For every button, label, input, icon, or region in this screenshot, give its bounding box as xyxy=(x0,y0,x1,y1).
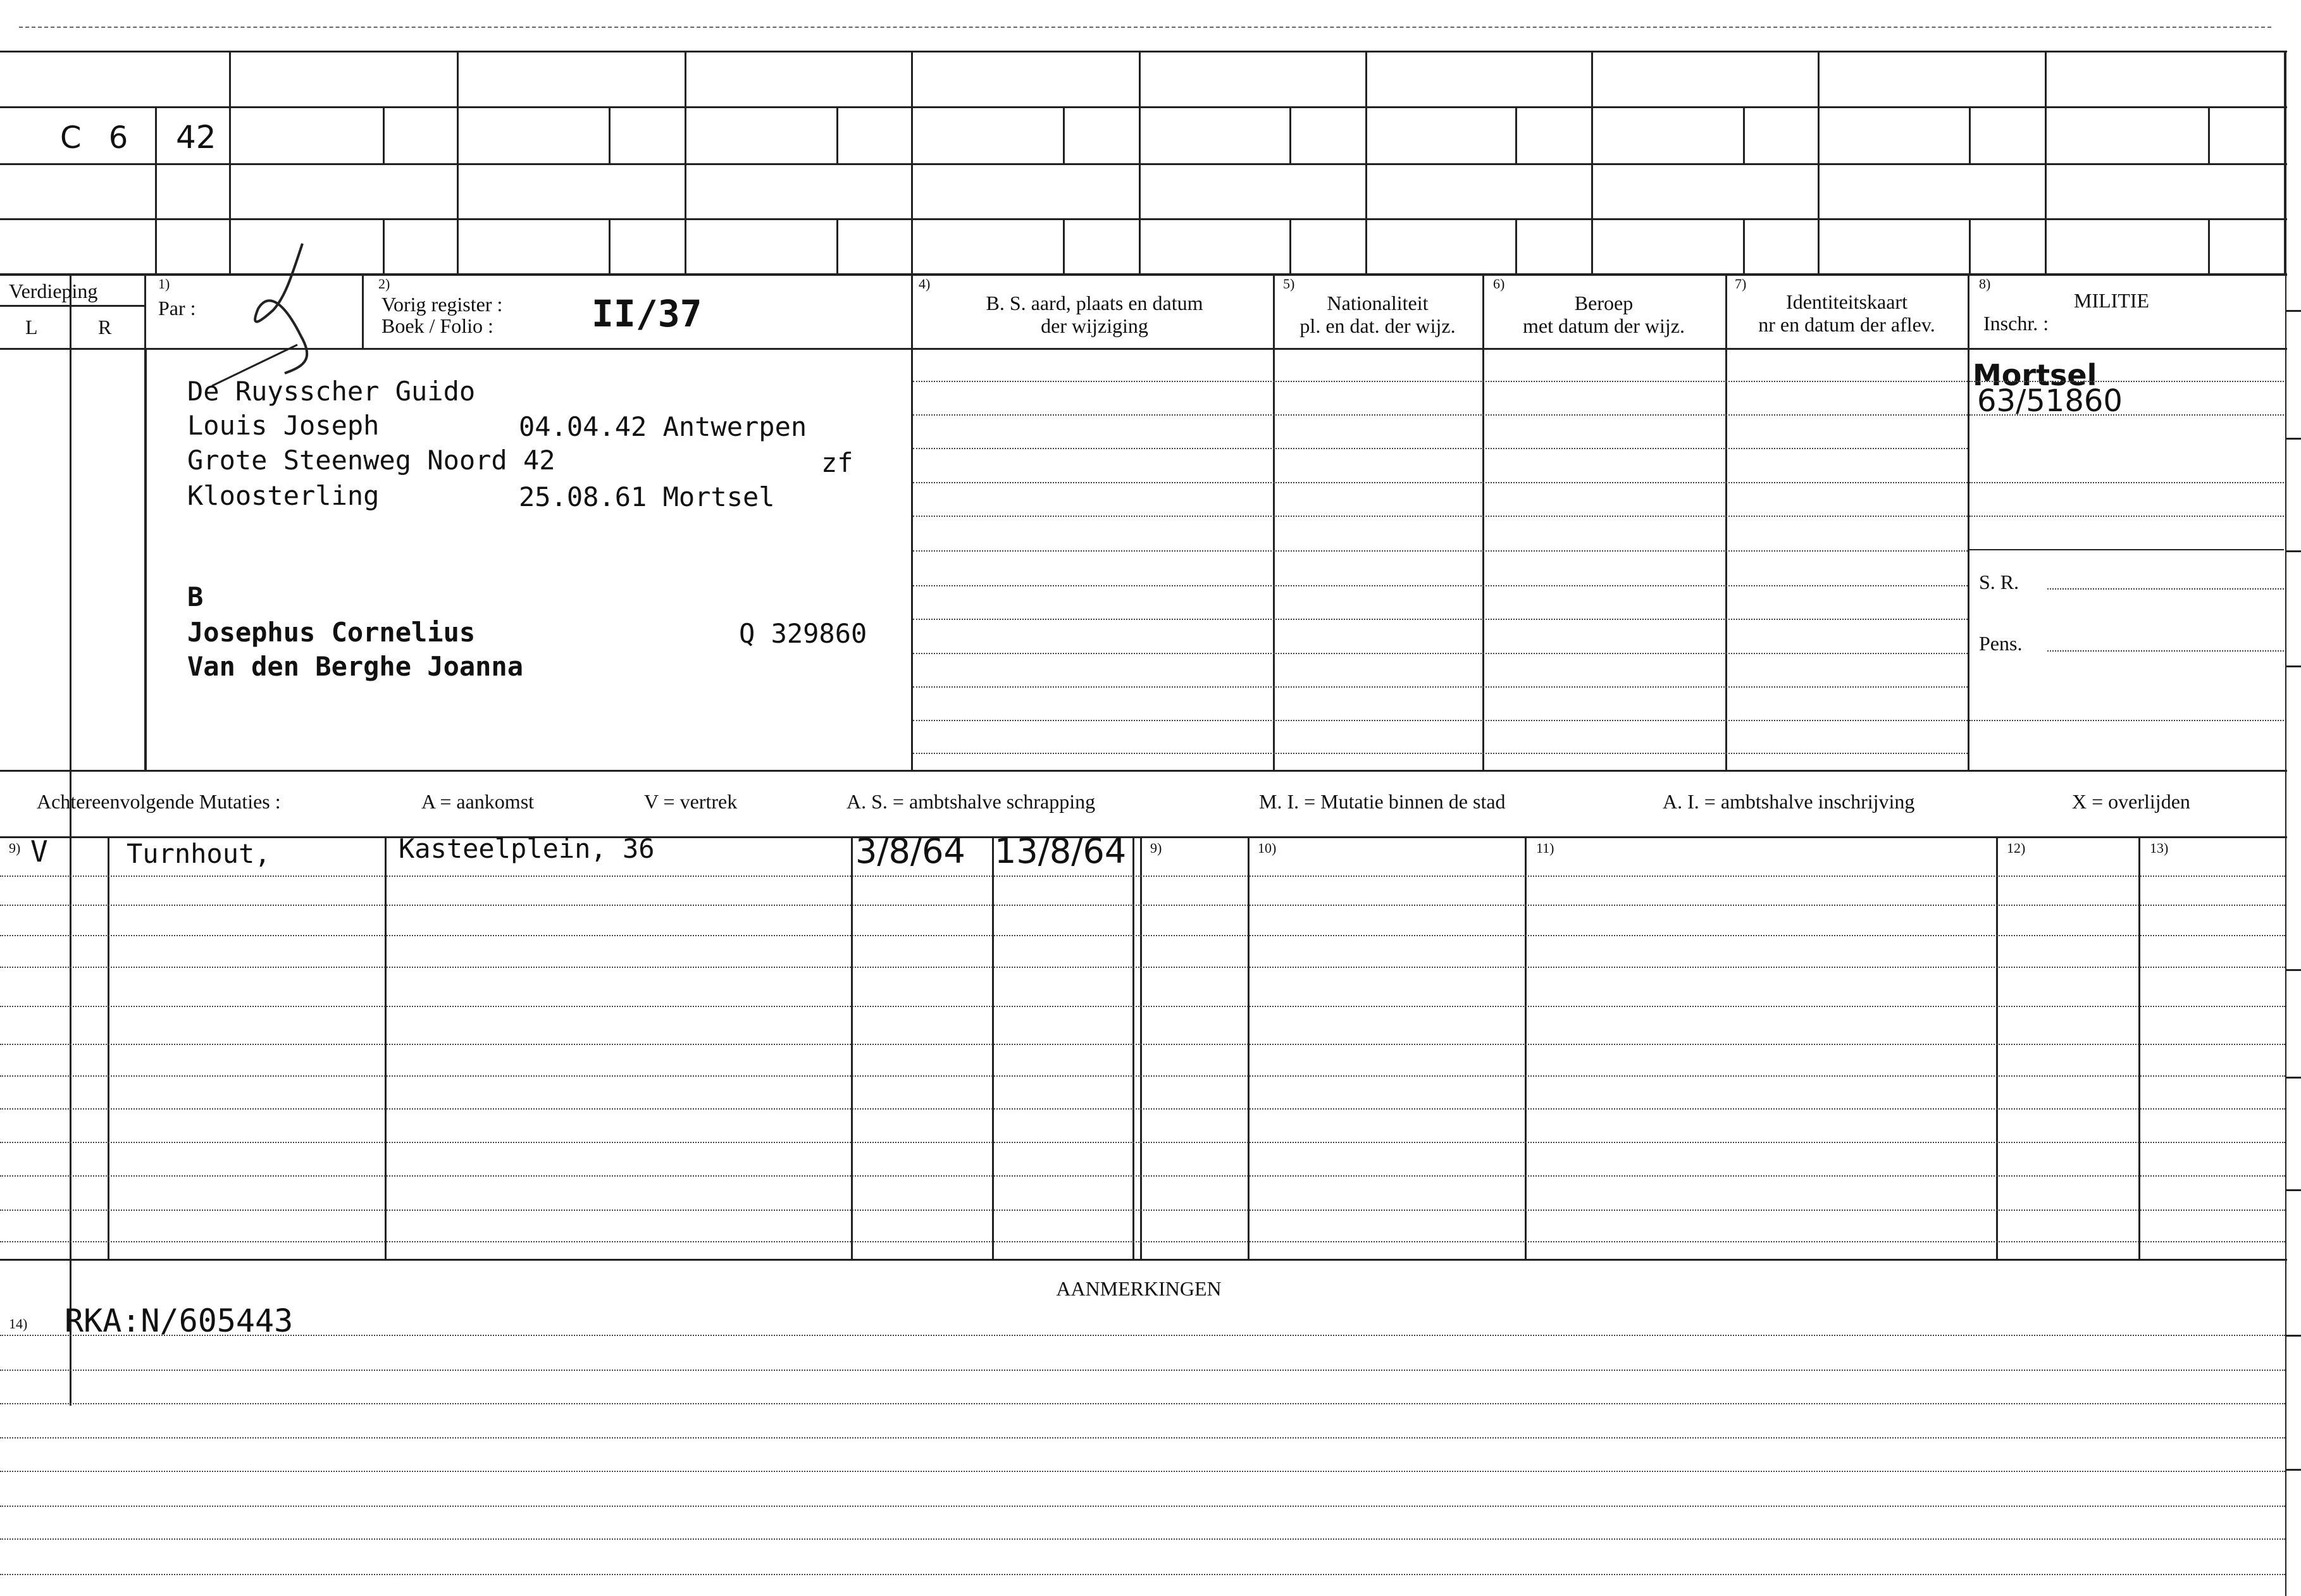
grid-vline xyxy=(1743,218,1745,273)
ruled-line xyxy=(913,720,1968,721)
ruled-line xyxy=(0,1044,2285,1045)
militie-place: Mortsel xyxy=(1973,358,2097,392)
field-7-number: 7) xyxy=(1735,276,1747,292)
ruled-line xyxy=(0,1075,2285,1077)
bs-label-1: B. S. aard, plaats en datum xyxy=(986,292,1203,314)
inschr-label: Inschr. : xyxy=(1983,312,2049,335)
grid-vline xyxy=(1063,106,1065,163)
edge-tick xyxy=(2285,1077,2301,1079)
person-address: Grote Steenweg Noord 42 xyxy=(187,445,555,476)
edge-tick xyxy=(2285,665,2301,667)
grid-vline xyxy=(383,218,385,273)
person-given-names: Louis Joseph xyxy=(187,410,380,441)
ruled-line xyxy=(913,653,1968,654)
mut-col-13-number: 13) xyxy=(2150,840,2169,856)
identiteitskaart-label-2: nr en datum der aflev. xyxy=(1758,313,1935,336)
person-occupation: Kloosterling xyxy=(187,480,380,511)
legend-x: X = overlijden xyxy=(2072,790,2190,813)
vorig-register-value: II/37 xyxy=(592,292,702,335)
legend-a: A = aankomst xyxy=(421,790,535,813)
ruled-line xyxy=(913,619,1968,620)
grid-vline xyxy=(836,106,838,163)
field-8-number: 8) xyxy=(1979,276,1991,292)
militie-label: MILITIE xyxy=(2074,289,2150,312)
legend-title: Achtereenvolgende Mutaties : xyxy=(37,790,281,813)
grid-vline xyxy=(1515,218,1517,273)
mut-vline xyxy=(1525,836,1527,1259)
ruled-line xyxy=(0,967,2285,968)
pens-line xyxy=(2047,650,2284,652)
ruled-line xyxy=(913,381,1968,382)
ruled-line xyxy=(0,1403,2285,1404)
ruled-line xyxy=(1969,414,2284,416)
grid-vline xyxy=(1365,51,1367,273)
ruled-line xyxy=(0,905,2285,906)
identiteitskaart-label-1: Identiteitskaart xyxy=(1786,290,1907,313)
nationaliteit-label-2: pl. en dat. der wijz. xyxy=(1299,314,1456,337)
grid-vline xyxy=(2045,51,2047,273)
mut-col-11-number: 11) xyxy=(1536,840,1554,856)
edge-tick xyxy=(2285,969,2301,971)
edge-tick xyxy=(2285,1189,2301,1191)
grid-bottom-border xyxy=(0,273,2287,276)
mutation-row1-date1: 3/8/64 xyxy=(855,831,965,871)
grid-vline xyxy=(609,106,611,163)
edge-tick xyxy=(2285,1335,2301,1337)
ruled-line xyxy=(0,1574,2285,1575)
ruled-line xyxy=(913,516,1968,517)
mut-vline xyxy=(1996,836,1998,1259)
bs-label-2: der wijziging xyxy=(1041,314,1148,337)
ruled-line xyxy=(0,1241,2285,1242)
ruled-line xyxy=(913,686,1968,688)
field-1-number: 1) xyxy=(158,276,170,292)
pens-label: Pens. xyxy=(1979,632,2023,655)
militie-divider xyxy=(1969,549,2284,550)
mut-col-10-number: 10) xyxy=(1258,840,1277,856)
grid-vline xyxy=(685,51,686,273)
mutation-row1-date2: 13/8/64 xyxy=(995,831,1127,871)
grid-vline xyxy=(1743,106,1745,163)
person-father: Josephus Cornelius xyxy=(187,617,476,648)
grid-vline xyxy=(1591,51,1593,273)
ruled-line xyxy=(1969,381,2284,382)
grid-line xyxy=(0,163,2287,165)
grid-vline xyxy=(2208,106,2210,163)
ruled-line xyxy=(913,448,1968,449)
mut-vline xyxy=(385,836,387,1259)
mut-vline xyxy=(851,836,853,1259)
verdieping-divider xyxy=(0,305,144,307)
person-surname-line: De Ruysscher Guido xyxy=(187,376,476,407)
edge-tick xyxy=(2285,1469,2301,1471)
grid-vline xyxy=(609,218,611,273)
person-code: Q 329860 xyxy=(739,618,867,649)
mut-vline xyxy=(992,836,994,1259)
legend-as: A. S. = ambtshalve schrapping xyxy=(847,790,1096,813)
field-4-number: 4) xyxy=(919,276,931,292)
grid-vline xyxy=(1063,218,1065,273)
mut-vline xyxy=(1248,836,1250,1259)
mut-col-9b-number: 9) xyxy=(1150,840,1162,856)
ruled-line xyxy=(1969,482,2284,483)
edge-tick xyxy=(2285,550,2301,552)
sr-line xyxy=(2047,588,2284,590)
field-2-number: 2) xyxy=(378,276,390,292)
edge-tick xyxy=(2285,438,2301,440)
grid-vline xyxy=(155,106,157,273)
beroep-label-2: met datum der wijz. xyxy=(1523,314,1685,337)
ruled-line xyxy=(0,1108,2285,1110)
grid-line xyxy=(0,218,2287,220)
l-label: L xyxy=(25,316,38,338)
grid-vline xyxy=(1969,218,1971,273)
boek-folio-label: Boek / Folio : xyxy=(381,314,493,337)
vorig-register-label: Vorig register : xyxy=(381,293,503,316)
ruled-line xyxy=(913,585,1968,586)
mutation-row1-city: Turnhout, xyxy=(127,838,271,869)
ruled-line xyxy=(1969,516,2284,517)
ruled-line xyxy=(913,550,1968,552)
person-left-border xyxy=(144,348,147,770)
grid-vline xyxy=(2208,218,2210,273)
verdieping-label: Verdieping xyxy=(9,280,98,302)
ruled-line xyxy=(0,1006,2285,1007)
person-occupation-date-place: 25.08.61 Mortsel xyxy=(519,481,775,512)
grid-vline xyxy=(1289,218,1291,273)
mutations-bottom-border xyxy=(0,1259,2287,1261)
ruled-line xyxy=(0,1142,2285,1143)
ruled-line xyxy=(0,935,2285,936)
ruled-line xyxy=(913,414,1968,416)
ruled-line xyxy=(0,1471,2285,1472)
mutation-row1-address: Kasteelplein, 36 xyxy=(399,833,655,864)
legend-ai: A. I. = ambtshalve inschrijving xyxy=(1663,790,1915,813)
verdieping-vline xyxy=(70,273,71,1406)
ruled-line xyxy=(0,1175,2285,1177)
remarks-line-1: RKA:N/605443 xyxy=(65,1302,294,1339)
ruled-line xyxy=(913,482,1968,483)
person-mother: Van den Berghe Joanna xyxy=(187,651,524,682)
legend-v: V = vertrek xyxy=(644,790,738,813)
grid-vline xyxy=(836,218,838,273)
mut-vline xyxy=(108,836,109,1259)
grid-vline xyxy=(1289,106,1291,163)
grid-vline xyxy=(911,51,913,273)
mut-col-9-number: 9) xyxy=(9,840,21,856)
legend-top-border xyxy=(0,770,2287,772)
person-address-mark: zf xyxy=(821,447,853,478)
person-marker-b: B xyxy=(187,581,204,612)
mut-vline xyxy=(1132,836,1134,1259)
grid-vline xyxy=(1818,51,1820,273)
person-birth-date-place: 04.04.42 Antwerpen xyxy=(519,411,807,442)
grid-line xyxy=(0,106,2287,108)
remarks-title: AANMERKINGEN xyxy=(1056,1277,1222,1300)
ruled-line xyxy=(913,753,1968,754)
r-label: R xyxy=(98,316,112,338)
grid-vline xyxy=(1139,51,1141,273)
ruled-line xyxy=(0,1437,2285,1438)
nationaliteit-label-1: Nationaliteit xyxy=(1327,292,1429,314)
mutation-row1-type: V xyxy=(30,834,48,869)
grid-vline xyxy=(1969,106,1971,163)
militie-number: 63/51860 xyxy=(1977,383,2123,419)
ruled-line xyxy=(0,1506,2285,1507)
mut-col-12-number: 12) xyxy=(2007,840,2026,856)
par-label: Par : xyxy=(158,297,196,319)
grid-vline xyxy=(229,51,231,273)
ruled-line xyxy=(0,1335,2285,1336)
grid-top-border xyxy=(0,51,2287,53)
field-5-number: 5) xyxy=(1283,276,1295,292)
field-6-number: 6) xyxy=(1493,276,1505,292)
top-edge-line xyxy=(19,27,2271,28)
mutations-top-border xyxy=(0,836,2287,838)
legend-mi: M. I. = Mutatie binnen de stad xyxy=(1259,790,1506,813)
grid-vline xyxy=(1515,106,1517,163)
grid-vline xyxy=(383,106,385,163)
ruled-line xyxy=(0,875,2285,877)
grid-cell-number: 42 xyxy=(176,119,216,156)
right-edge-line xyxy=(2285,51,2286,1596)
grid-vline xyxy=(457,51,459,273)
ruled-line xyxy=(0,1538,2285,1540)
vorig-vline xyxy=(362,273,364,348)
remarks-number: 14) xyxy=(9,1316,28,1332)
ruled-line xyxy=(0,1370,2285,1371)
mut-vline xyxy=(1140,836,1142,1259)
beroep-label-1: Beroep xyxy=(1574,292,1634,314)
mut-vline xyxy=(2138,836,2140,1259)
ruled-line xyxy=(1969,720,2284,721)
ruled-line xyxy=(0,1209,2285,1211)
grid-cell-code: C 6 xyxy=(60,120,137,156)
header-bottom-border xyxy=(0,348,2287,350)
edge-tick xyxy=(2285,310,2301,312)
sr-label: S. R. xyxy=(1979,571,2019,593)
